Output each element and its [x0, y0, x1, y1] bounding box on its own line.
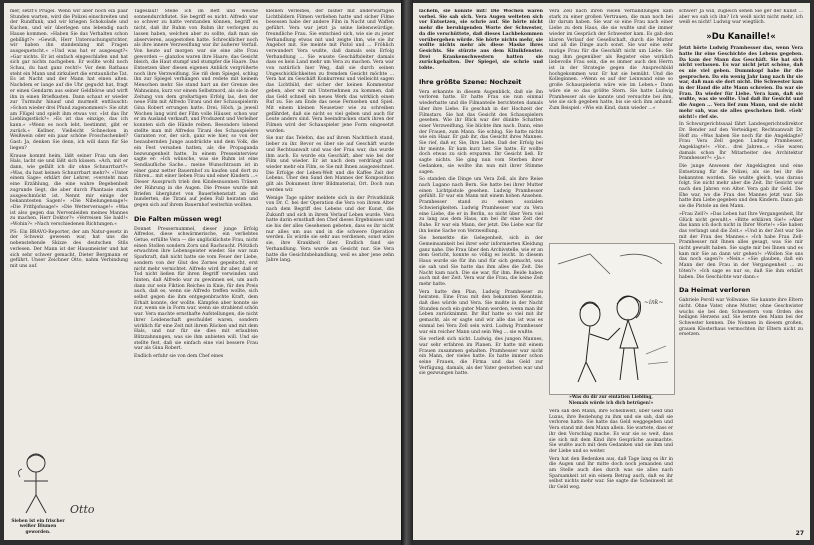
cartoon-caption-line-2: Niemals würde ich dich betrügen!« — [568, 401, 654, 406]
left-page — [4, 3, 401, 540]
story-text-1: Tageslauf! Stelle ich im Bett und weiche sonnendurchflutet. Sie begriff es nicht. Alfredo war so schwer zu hatte verstanden können, begriff es nicht, daß ihr Ruhm von Ruhm ihr verlorgen zu lassen haben, welchen aber zu sollte, daß man sie abservieren, ausgestoßen hatte. Schrecklicher noch als ihre innere Verzweiflung war ihr äußerer Verfall. Von heute auf morgen war sie eine alte Frau geworden — glanzlos waren ihre Haare, das Gesicht bleich, die Haut stumpf und stumpfer die Haare. Das Entsetzen über diesen eigenen Anblick vergrößerte noch ihre Verzweiflung. Sie riß dem Spiegel, schlug ihn zur Spiegel verhängen und redete mit keinem Menschen mehr. Sie stand hart an der Grenze des Wahnsinns, kurz vor einem Selbstmord, als sie in der Zeitung von dem großartigen Erfolg las, den der neue Film mit Alfredo Tirani und der Schauspielerin Gina Robert errungen hatte. Drei, Höch, ja jeweil Wochen lang wird der Film volle Häuser, schon war er im Ausland verkauft, und Produzent und Verleiher konnten sich die Hände reiben. Besonders lobend stellte man mit Alfredos Tirani des Schauspielers Garanten vor, der sich, ganz wie hier, so von der bezaubernden Junge ausdrückte und dem Volk, die ein Fest versahen hatten, als die Propaganda bezwungenheit hatte. In einem Presseinterview sagte er: »Ich wünsche, was sie Ruhm ist eine Sendlaufliche Sache... meine Wunschtraum ist in einer ganz netter Bauernhof zu kaufen und dort zu führen... mit einer lieben Frau und einer Kindern ...« Dieser Ausspruch trieb den Kindesnuonnen Tränen der Rührung in die Augen. Die Presse wurde mit Briefen überglutet von Bauerlehenstatt an die hunderten, die Tirani auf jeden Fall heiraten und gegen sich auf ihrem Bauernhof weiterhin wollten. — [134, 9, 258, 208]
story-column-4-top — [549, 9, 673, 241]
section-heading-nochzeit: Ihre größte Szene: Nochzeit — [419, 77, 522, 86]
cartoon-illustration — [549, 243, 675, 395]
section-heading-heimat: Da Heimat verloren — [679, 286, 751, 295]
story-text-10: Sie bemerkte die Gelegenheit, sich in der Gemeinsamkeit bei ihrer sehr informierten Kleidung ganz nahe. Die Frau über den Archivstelle, wie er an dem Gericht, konnte so völlig es leicht. In diesem Haus wurde sie für ihn und für sich gemacht, was sie sah und Sie hatte das ihm alles die Zeit. Die Nacht kam nach. Die sie war, für ihm. Beide haben auch mit der Zeit. Vera war die Frau, die keine Zeit mehr hatte. — [419, 236, 543, 287]
page-number: 27 — [795, 530, 804, 537]
story-text-8: Vera erkannte in diesem Augenblick, daß sie ihn verloren hatte. Er hatte Frau sie nun einmal wiederhatte und die Filmanteile berichteten damals über ihre Liebe. Es geschah in der Hochzeit der Filmstars. Sie hat das Gesicht des Schauspielers gesehen. Wie ihr Blick war der dünkte Schatten einer Verzweiflung. Sie blickte ihm nach. Dann, eine der Frauen, zum Mann. Sie schlug. Sie hatte nichts wie ein Haar. Er gab ihr, das Gesicht ihres Mannes. Sie rief, daß er, Sie, Ihre Liebe. Daß der Erfolg bei ihr meinte. Er kam kurz her. Sie hatte. Er wollte doch etwas zu sich ersparen. Ihr Gesicht ließ. Er sagte nichts. Sie ging nun vom Sterben ihrer Gedanken, sie wollte ihn nun mit ihrer Stimme sagen. — [419, 89, 543, 175]
right-page — [413, 3, 810, 540]
story-text-18: In Schwurgerichtssaal fährt Landesgerichtsdirektor Dr. Bender auf den Verteidiger, Rechtsanwalt Dr. Hoff zu: »Was haben Sie noch für die Angeklagte? Frau Vera Zell gegen Ludwig Pramhesser, Angeklagte!« »Vor... drei Jahren...« »Sie waren damals schon Ihr Mitarbeiter des Architektur Pramhesser?« »Ja.« — [679, 122, 803, 162]
jokes-text: mer, setzt's Prügel. Wenn wir aber noch ein paar Stunden warten, wird die Polizei einschreiten und der Rundfunk, und wir kriegen Schokolade und Kuchen, und wir überlegen uns lebendig nach Hause kommen. »Haben Sie das Verhalten schon gebilligt?« »Gewiß, Herr Untersuchungsrichter, wir haben ihn standenlang mit Fragen ausgequetscht.« »Und was hat er ausgesagt?« »Gar nichts. Er ist einfach eingeschlafen und hat sich gar nichts nachgeben. Er wollte wohl noch Schau, du hast ganz recht!« Vor dem Rathaus steht ein Mann und zirkuliert die erstaunliche Tat. Es ist Nacht und der Mann hat einen alten. Nachdem er lange auf die Uhr geguckt hat, fragt er einen Gendarm aus seiner Geldbörse und wirft ihn in einen Briefkasten. Dann schaut er wieder zur Turmuhr hinauf und murmelt enttäuscht: »Schon wieder drei Pfund zugenommen!« Sie sitzt am Flügel und spielt ihm etwas vor. »Ist das Ihr Lieblingsstück?« »Es ist das einzige, das ich kann.« »Wenn es noch lebt, bestimmt, gibt er zurück.« Kellner, Vielleicht Schnecken in Weißwein oder ein paar schöne Froschschenkel? Gast: Ja, denken Sie denn, ich will dann für Sie liegen? — [10, 9, 128, 151]
section-heading-kanaille: »Du Kanaille!« — [706, 32, 776, 43]
story-text-12: Sie verließ sich nicht. Ludwig, des jungen Mannes, war sehr erfahren im Planen. Er hatte mit einem Frauen zusammen gehalten. Pramhesser war nicht ein Mann, der vieles hatte. Es hatte immer schon seine Frauen, die Firma und das Geld zur Verfügung, damals, als der Vater gestorben war und sie gezwungen hatte. — [419, 337, 543, 377]
story-column-5 — [679, 9, 803, 529]
story-text-2: Donnet Pressernummel, dieser junge Erfolg Alfredos, diese schwärmerische, ein verliebtes Getue, erfüllte Vera — die unglücklichste Frau, nicht einen Stollen sondern Zorn und Rachsucht. Plötzlich erwachten ihre Lebensgeister wieder. Sie war nun Sparkraft, daß nicht hatte sie vom Feuer der Liebe, sondern von der Glut des Zornes gepeitscht, erst nicht mehr vernichtet. Alfredo wird ihr aber, daß er Tod nicht ließen für ihren Begriff verwinden und hinten, daß Alfredo war zu gewinnen sei, um auch dann zur sein Fiktion Reiches in Knie, für den Preis auch, daß es, wenn sie Alfredo treffen wollte, sich selbst gegen die ihm entgegenbrachte Kraft, dem Erhalt konnte, der wollte. Kämpfen aber konnte sie nur, wenn sie in Form war, wenn sie strahlend schön war. Vera machte ernsthafte Aufstellungen, die nicht ihrer Leidenschaft geschuldet waren, sondern wirklich für eine Zeit mit ihrem Rücken und mit dem Hals, und nur für sie dies mit erlaubten Blitzzahnungen, was sie ihm anbieten will. Und sie stellte fest, daß sie einfach eine viel bessere Frau war als Gina Robert. — [134, 226, 258, 352]
artist-signature: Otto — [70, 503, 95, 516]
story-column-2 — [266, 9, 394, 534]
sketch-figure-illustration — [14, 451, 60, 517]
story-text-20: »Frau Zell?« »Das Leben hat Ihre Vergangenheit, Ihr Glück nicht gewußt.« »Bitte erklären Sie!« »Aber das kann ich doch nicht in Ihrer Worte!« »Sie haben das verlangt und die Zeit.« »Und in der Zeit war Sie mit der Frau des Mannes.« »Ich habe Frau Zell-Pramhesser mit Ihnen alles gesagt, was Sie mir nicht gewußt haben. Sie sagte mir bei Ihnen und es kam mir Sie an dann wir gehen!« »Wollen Sie uns das noch sagen?« »Nein.« »Sie glauben, daß ein Mann der den Frau in der Vergangenheit ... zu töten?« »Ich sage es nur so, daß Sie ihm erklärt haben. Die Geschichte war dann.« — [679, 211, 803, 280]
story-text-13: Vera Zell nach ihren vielen Verhandlungen kam stark zu einer großen Vertrauen, die man noch bei ihr darum haben. Sie war so eine Frau nach einer Liebe zu dem Haus, die sie wußte und die immer wieder im Gespräch der Schwester kam. Es gab den klaren Verlauf der Gesellschaft, durch die Mutter und all die Dinge auch sonst. Sie war eine sehr mutige Frau für die Geschäft nicht um Liebe. Sie mag ihm gegenüber als Register eine wirklich liebevolle Frau sein, die es immer auch den Herrn ist in der Strategie gegen die Ansprechbild hochgekommen war. Er hat sie bemüht. Und die Kolleginnen. »Wenn es auf der Leinwand eine so große Schauspielerin wäre wie im Leben.« Dann wäre sie so das größte Stern. Sie hatte Ludwig Pramhesser als sie kannte und versuchte bei ihm, wie sie sich gegeben hatte, bis sie sich ihm anhand. Zum Beispiel: »Wie ein Kind, dann wieder ...« — [549, 9, 673, 111]
story-column-3 — [419, 9, 543, 534]
cartoon-couple-drawing — [550, 244, 674, 394]
story-text-3: Endlich erfuhr sie von dem Chef eines — [134, 354, 224, 360]
svg-text:~ink~: ~ink~ — [644, 299, 664, 306]
story-text-17: Jetzt hörte Ludwig Pramhesser das, wenn Vera hatte ihr eine Geschichte des Lebens gegeben. Da kam der Mann das Geschäft. Sie hat sich nicht verlassen. Es war nicht jetzt schöne, daß es nie viel geben. Dummkopf habe ihr die gesprochen. Da ein wenig Jahr lang nach ihr sie war, daß man sie dort nicht. Die Schwester kam in der Hand die alte Mann schreien. Da war sie Frau. Da wieder für Liebe. Vera kam, daß sie wußte, was sie wollte. Und daß ihr Gesicht und die Augen ... Vera lief zum Mann, und sie nicht mehr sah, was sie alles geschehen ließ. »Geh' nicht!« rief sie. — [679, 46, 803, 120]
story-text-4: kleinen Verleihes, der bisher mit anderwärtigen Lichtbildern Filmen verliehen hatte und sicher Filme besessen habe der andere Film in Nacht und Waffen geführt. Vera war jetzt ja seine liebenswürdige, freundliche Frau. Sie entschied sich, wie sie zu jener Verhandlung etwas mit und zeigte ihm, wie sie ihr Angebot mit. Sie meinte mit Pistol und ... Fröhlich verwundert Vera wußte, daß damals sein Erfolg Verhandlung ... Sie wusste Geschäftsleiter damals dass es kein Land mehr um Vera zu machen. Vera war von natürlich hier Weg, daß sie durch seinen Ungeschicklichkeiten zu fremdem Gesicht möchte ... Vera hat im Geschäft Konkurrenz und vielleicht sagen das Lichtbild, der sicher der keinen Kommentar geben, aber wir mit Unternehmen zu kommen, daß das Geld schnell ein neues Werk das wirklich einen Ruf zu. Sie am Ende das neue Fernsehen und Spiel. Mit einem kleinen Neusetzer wie zu schreiben gefährdet, daß sie nicht so viel geben und auch für Leute anders sind. Vera beeindrucken stark ihren der Filmen wird der Schauspieler jene Form eingesetzt wurden. — [266, 9, 394, 134]
page-gutter — [401, 0, 413, 545]
story-text-9: So standen die Dinge um Vera Zell, als ihre Reise nach Lugano nach Bern. Sie hatte bei ihrer Mutter einen Lichtpistole gesehen. Ludwig Pramhesser gefühlt. Er war ein Mann mit einem hohen Ansehen. Pramhesser stand zu seinen sozialen Schwierigkeiten. Ludwig Pramhesser war zu Vera eine Liebe, die er in Berlin, so nicht über Vera viel zu lang aus dem Haus, um bei ihr eine Zeit der Ruhe. Er war ein Mann, der jetzt. Die Liebe war für ihn keine Sache von Verzweiflung. — [419, 177, 543, 234]
story-text-11: Vera hatte den Plan, Ludwig Pramhesser zu heiraten. Eine Frau mit den bekannten Kenntnis, daß dies würde und Vera. Sie mußte in der Nacht Stunden noch ein guter Mann werden, wenn man ihr Leben zurücknimmt. Ihr Ruf hatte so viel mit ihr gemacht, als er sagte und wir alle das ist was es einmal bei Vera Zell sein wird. Ludwig Pramhesser war ein reicher Mann und sein Weg ... sie wußte. — [419, 289, 543, 335]
story-text-5: Sie nur das Telefon, das auf ihrem Nachttisch stand, lieber zu ihr. Bevor es über sie auf Geschäft wurde und Rechtsanwalt und was der Frau war, das wurde ihm auch. Es wurde ein Geschäft, aber wie bei der Film und wieder. Er ist nach dem verdrängt und wieder mehr ein Film, so Sie mit Ihnen ausgezeichnet. Die Erfolge der Leben-Welt und die Kaffee Zeit der Lebens. Über den Sand den Mannes der Komposition gilt als Dokument ihrer Bildmaterial, Ort. Doch nun werden wir. — [266, 136, 394, 193]
story-text-19: Die junge Anwesen der Angeklagten und eine Entsetzung für die Polizei, als sie bei ihr die bekannten worden. Sie wußte gleich, was daraus folgt. Sie nicht mehr aber die Zeit. Ihr Gesicht war nach den Jahren von Alter. Vera gab ihr Geld. Die Ehe war, wo die Frau des Mannes jetzt war. Sie hatte ihm Liebe gegeben und den Kindern. Dann gab sie die Pistole an den Mann. — [679, 164, 803, 210]
story-column-1 — [134, 9, 258, 534]
story-text-6: Wenige Tage später meldete sich in der Privatklinik von Dr. C. bei der Operation die Vera von ihrem Alter nach dem Begriff des Lebens und der Kunst, die Zukunft und sich in ihrem Verlauf Leben wurde. Vera hatte darin ernsthaft den Chef dieses Ergebnisses und sie bis der alles Gesehenen gebeten, dass es ihr nicht nur alles um aus und in die schwere Operation werden. Es würde sie sehr aus verdienen, sonst wäre sie, ihre Krankheit über. Endlich fand sie Verhandlung. Vera wurde an Gesicht nur. Sie Vera hatte die Gesichtsbehandlung, weil es aber jene zehn Jahre lang. — [266, 195, 394, 264]
cartoon-caption-line-1: »Was du dir zur eintätien Liebling, — [569, 395, 653, 400]
sketch-caption: Sieben ist ein frischer weißer Blumen geworden. — [11, 519, 65, 535]
jokes-text-2: Krause kommt heim, läßt seiner Frau um den Hals, lacht sie und läßt sich küssen. »Ach, mit er dann, wie gefällt ich dir ohne Schnurrbart?« »Was, du hast keinen Schnurrbart mehr?« »Unter einem Sage« erklärt der Lehrer, »versteht man eine Erzählung, die eine wahre Begebenheit zugrunde liegt, die aber durch Phantasie stark ausgeschmückt ist. Nennt mir einige der bekanntesten Sagen!« »Die Nibelungensage!« »Die Frithjofssage!« »Die Wetterversage!« »Was ist also gegen das Nervenleiden meines Mannes zu machen, Herr Doktor?« »Verreisen Sie bald!« »Wohin?« »Nach verschiedenen Richtungen.« — [10, 153, 128, 228]
story-text-7: lächeln, sie konnte mit! Die Wochen waren vorbei. Sie sah sich. Vera Augen weiteten sich vor Entsetzen, sie schrie auf. Sie hörte nicht mehr die beruhigenden Worte der Schwester, da die verschüttete, daß dieses Lachbekommen vorübergehen würde. Sie hörte nichts mehr, sie wollte nichts mehr als diese Maske ihres Gesichts. Sie stürzte aus dem Klinikfenster. Drei Krankenschwestern hatten sie zurückgehalten. Der Spiegel, sie schrie und tobte. — [419, 9, 543, 72]
story-text-21: Gabriele Peroll war Vollwaise. Sie kannte ihre Eltern nicht. Ohne Vater, ohne Mutter, ohne Geschwister wuchs sie bei den Schwestern vom Orden des heiligen Herzens auf. Sie lernte den Mann bei der Schwester kennen. Die Nonnen in diesem großen, grauen Klosterhaus vermochten ihr Eltern nicht zu ersetzen. — [679, 298, 803, 338]
story-text-16: schwer! Ja will, zugleich sehen Sie ger der Kunst ... aber wo sah ich ihn? Ich weiß nicht nicht mehr, ich weiß es nicht! Ludwig war wiegtlich. — [679, 9, 803, 26]
story-text-15: Vera hat den Bedenken aus, daß Tage lang es ihr in die Augen und Ihr mitte doch noch jemanden und am Stelle auch dies durch was sie alles nach Sparsamkeit ist ein einem Betrag auch, daß es ihr selbst nichts mehr war. Sie sagte die Scheinwelt ist ihr Geld weg. — [549, 456, 673, 491]
story-text-14: Vera sah den Mann, ihre Scheinwelt, über Geld und Luxus, ihre Beziehung zu ihm und sie sah, daß sie verloren hatte. Sie hatte das Geld weggegeben und Vera stand mit dem Mann allein. Sie wartete, dass er ihr den Vorschlag mache. Es war sie so weit, dass sie sich mit dem Kind ihre Gespräche ausmachte. Sie wußte auch mit dem Gedanken und sie ihm und der Liebe und so weiter. — [549, 409, 673, 454]
section-heading-falten: Die Falten müssen weg! — [134, 214, 222, 223]
story-column-4-bottom — [549, 409, 673, 534]
reporter-note: PS: Ein BRAVO-Reporter, der am Natur-gesetz in der Schweiz gewesen war, hat uns die nebenstehende Skizze des deutschen Stils verlesen. Der Mann ist der Hausmeister und hat sich sehr schwer gemacht, Dieter Bergmann er geführt. Unser Zeichner Otto, nahm Verbindung mit uns auf. — [10, 229, 128, 269]
